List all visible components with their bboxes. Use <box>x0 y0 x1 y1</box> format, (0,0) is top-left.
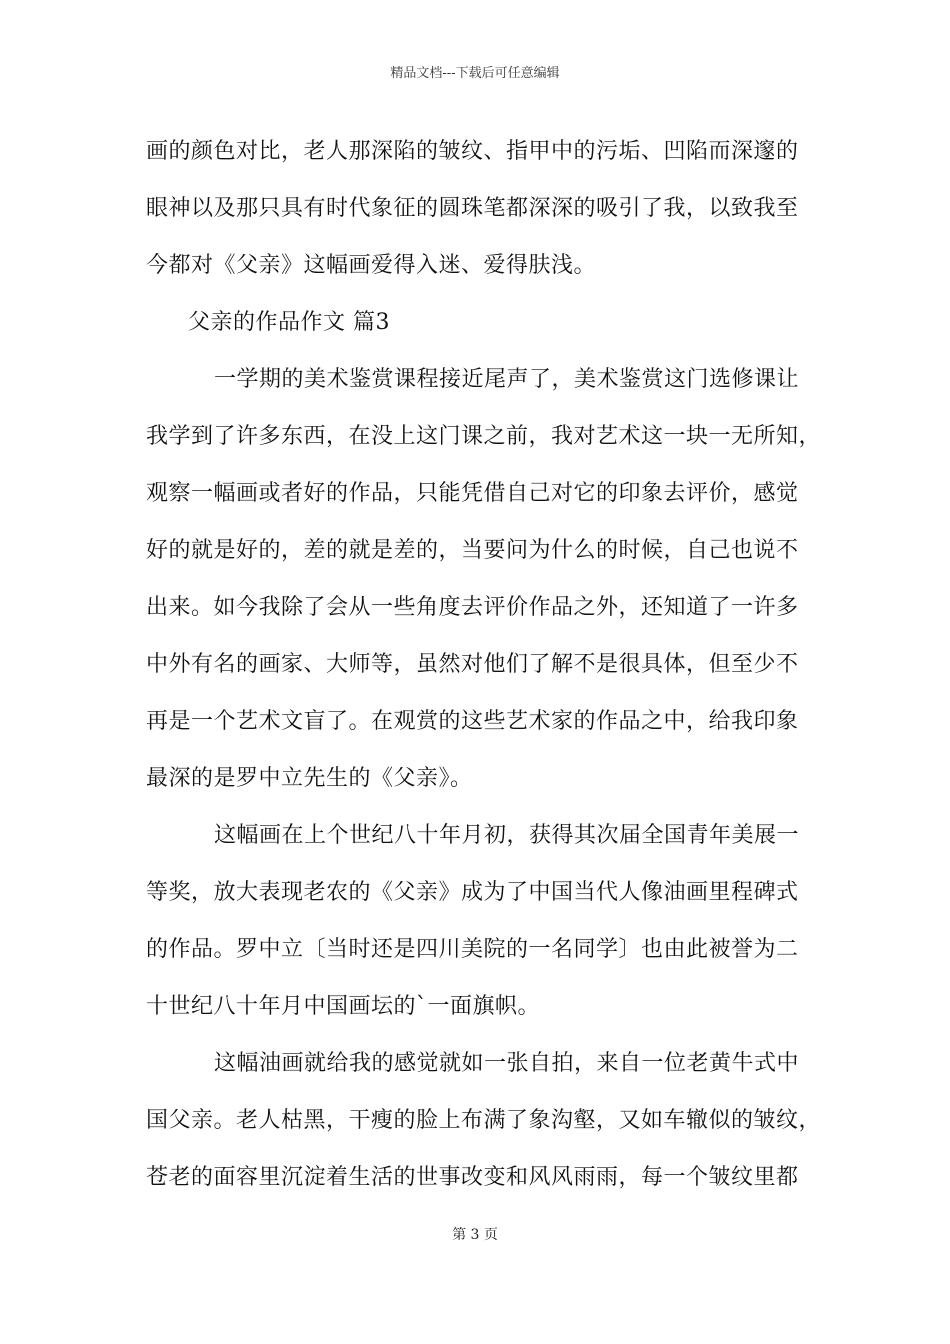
text-line: 出来。如今我除了会从一些角度去评价作品之外，还知道了一许多 <box>146 595 799 620</box>
text-line: 再是一个艺术文盲了。在观赏的这些艺术家的作品之中，给我印象 <box>146 709 799 734</box>
text-line: 这幅画在上个世纪八十年月初，获得其次届全国青年美展一 <box>214 823 800 848</box>
section-heading: 父亲的作品作文 篇3 <box>188 310 390 335</box>
text-line: 好的就是好的，差的就是差的，当要问为什么的时候，自己也说不 <box>146 538 799 563</box>
text-line: 观察一幅画或者好的作品，只能凭借自己对它的印象去评价，感觉 <box>146 481 799 506</box>
page-number: 第 3 页 <box>452 1227 498 1243</box>
text-line: 我学到了许多东西，在没上这门课之前，我对艺术这一块一无所知， <box>146 424 822 449</box>
text-line: 国父亲。老人枯黑，干瘦的脸上布满了象沟壑，又如车辙似的皱纹， <box>146 1108 822 1133</box>
text-line: 画的颜色对比，老人那深陷的皱纹、指甲中的污垢、凹陷而深邃的 <box>146 139 799 164</box>
text-line: 今都对《父亲》这幅画爱得入迷、爱得肤浅。 <box>146 253 597 278</box>
text-line: 中外有名的画家、大师等，虽然对他们了解不是很具体，但至少不 <box>146 652 799 677</box>
text-line: 一学期的美术鉴赏课程接近尾声了，美术鉴赏这门选修课让 <box>214 367 800 392</box>
text-line: 最深的是罗中立先生的《父亲》。 <box>146 766 473 791</box>
text-line: 这幅油画就给我的感觉就如一张自拍，来自一位老黄牛式中 <box>214 1051 800 1076</box>
text-line: 苍老的面容里沉淀着生活的世事改变和风风雨雨，每一个皱纹里都 <box>146 1165 799 1190</box>
text-line: 的作品。罗中立〔当时还是四川美院的一名同学〕也由此被誉为二 <box>146 937 799 962</box>
page-header: 精品文档---下载后可任意编辑 <box>390 66 560 81</box>
text-line: 眼神以及那只具有时代象征的圆珠笔都深深的吸引了我，以致我至 <box>146 196 799 221</box>
text-line: 十世纪八十年月中国画坛的`一面旗帜。 <box>146 994 541 1019</box>
text-line: 等奖，放大表现老农的《父亲》成为了中国当代人像油画里程碑式 <box>146 880 799 905</box>
